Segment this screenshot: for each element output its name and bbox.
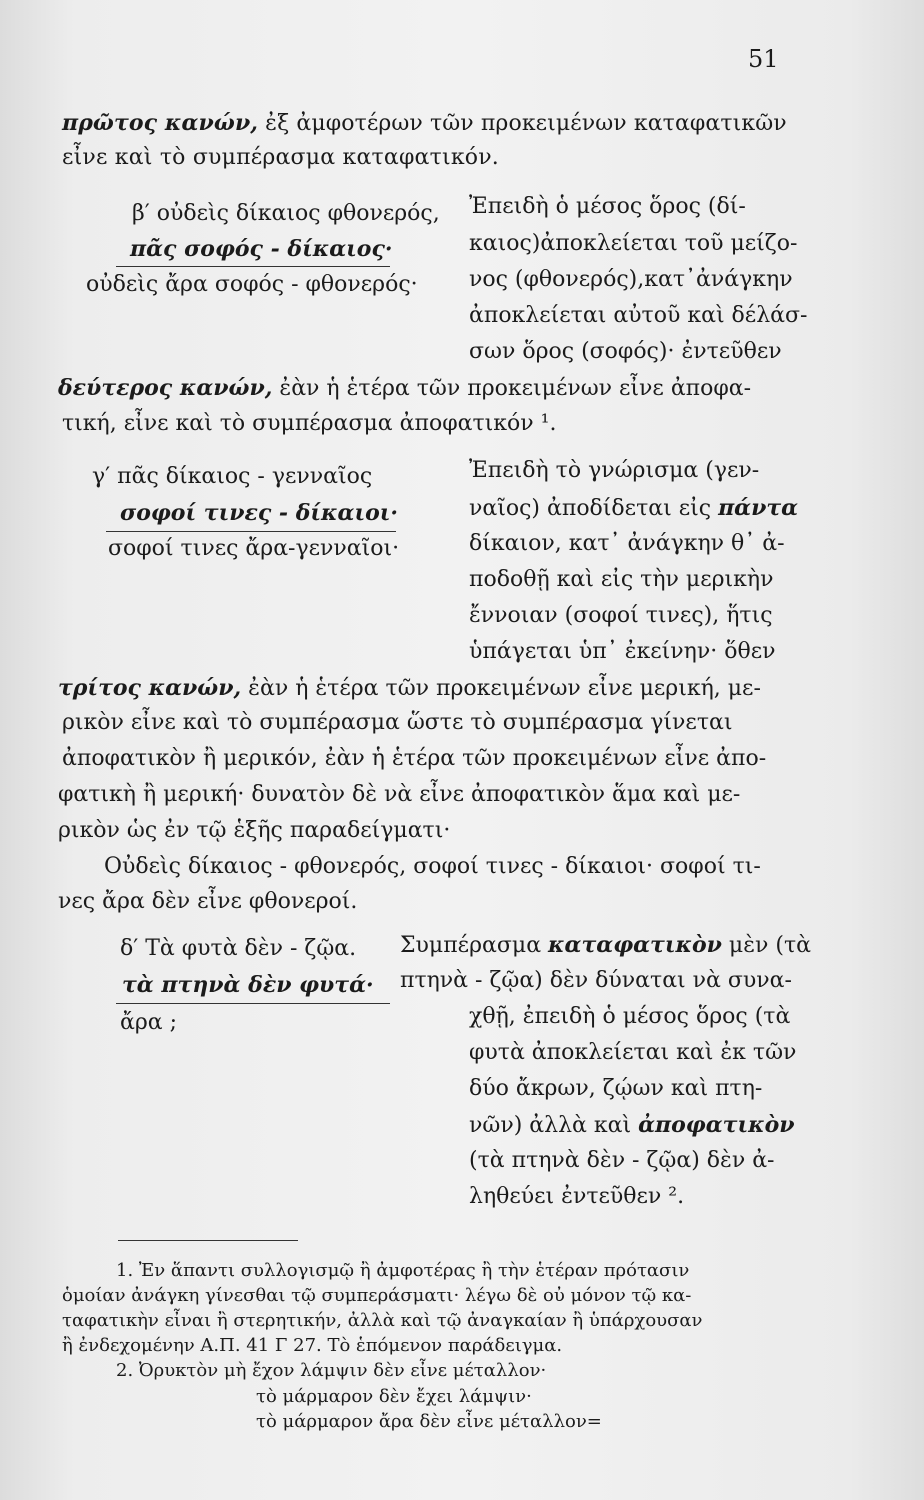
example-d-line-3: ἄρα ;	[120, 1010, 178, 1035]
explanation-g-line-4: ποδοθῇ καὶ εἰς τὴν μερικὴν	[469, 567, 774, 592]
example-g-line-1: γ′ πᾶς δίκαιος - γενναῖος	[92, 464, 373, 489]
bold-term: δεύτερος κανών,	[58, 375, 273, 401]
explanation-g-line-6: ὑπάγεται ὑπ᾽ ἐκείνην· ὅθεν	[469, 639, 776, 664]
example-g-line-2: σοφοί τινες - δίκαιοι·	[120, 500, 399, 526]
example-d-line-1: δ′ Τὰ φυτὰ δὲν - ζῷα.	[120, 936, 357, 961]
footnote-rule	[118, 1240, 298, 1241]
explanation-d-line-1: Συμπέρασμα καταφατικὸν μὲν (τὰ	[400, 932, 811, 958]
syllogism-rule-g	[106, 531, 396, 532]
explanation-g-line-2: ναῖος) ἀποδίδεται εἰς πάντα	[469, 495, 799, 521]
main-line-9: ρικὸν ὡς ἐν τῷ ἑξῆς παραδείγματι·	[58, 818, 451, 843]
main-line-6: ρικὸν εἶνε καὶ τὸ συμπέρασμα ὥστε τὸ συμπέρασμα γίνεται	[62, 710, 733, 735]
main-line-2: εἶνε καὶ τὸ συμπέρασμα καταφατικόν.	[62, 145, 499, 170]
main-line-11: νες ἄρα δὲν εἶνε φθονεροί.	[58, 889, 358, 914]
example-g-line-3: σοφοί τινες ἄρα-γενναῖοι·	[108, 536, 400, 561]
explanation-d-line-6: νῶν) ἀλλὰ καὶ ἀποφατικὸν	[469, 1112, 795, 1138]
bold-term: ἀποφατικὸν	[638, 1112, 795, 1138]
syllogism-rule-d	[116, 1003, 390, 1004]
explanation-b-line-2: καιος)ἀποκλείεται τοῦ μείζο-	[469, 231, 798, 256]
explanation-d-line-2: πτηνὰ - ζῷα) δὲν δύναται νὰ συνα-	[400, 968, 792, 993]
explanation-b-line-1: Ἐπειδὴ ὁ μέσος ὅρος (δί-	[469, 194, 746, 219]
main-line-1: πρῶτος κανών, ἐξ ἀμφοτέρων τῶν προκειμένων καταφατικῶν	[62, 110, 787, 136]
main-line-4: τική, εἶνε καὶ τὸ συμπέρασμα ἀποφατικόν ¹.	[62, 411, 557, 436]
explanation-g-line-1: Ἐπειδὴ τὸ γνώρισμα (γεν-	[469, 458, 760, 483]
syllogism-rule-b	[116, 266, 390, 267]
example-b-line-3: οὐδεὶς ἄρα σοφός - φθονερός·	[86, 272, 418, 297]
footnote-1-line-2: ὁμοίαν ἀνάγκη γίνεσθαι τῷ συμπεράσματι· λέγω δὲ οὐ μόνον τῷ κα-	[62, 1285, 692, 1306]
main-line-8: φατικὴ ἢ μερική· δυνατὸν δὲ νὰ εἶνε ἀποφατικὸν ἅμα καὶ με-	[58, 782, 741, 807]
main-line-3: δεύτερος κανών, ἐὰν ἡ ἑτέρα τῶν προκειμένων εἶνε ἀποφα-	[58, 375, 752, 401]
explanation-g-line-3: δίκαιον, κατ᾽ ἀνάγκην θ᾽ ἀ-	[469, 531, 785, 556]
bold-term: καταφατικὸν	[548, 932, 722, 958]
explanation-d-line-8: ληθεύει ἐντεῦθεν ².	[469, 1184, 685, 1209]
footnote-2-line-2: τὸ μάρμαρον δὲν ἔχει λάμψιν·	[256, 1386, 532, 1407]
explanation-d-line-3: χθῇ, ἐπειδὴ ὁ μέσος ὅρος (τὰ	[469, 1004, 791, 1029]
bold-term: πάντα	[718, 495, 799, 521]
explanation-d-line-5: δύο ἄκρων, ζῴων καὶ πτη-	[469, 1076, 763, 1101]
example-b-line-1: β′ οὐδεὶς δίκαιος φθονερός,	[132, 201, 440, 226]
example-b-line-2: πᾶς σοφός - δίκαιος·	[130, 236, 393, 262]
explanation-g-line-5: ἔννοιαν (σοφοί τινες), ἥτις	[469, 603, 773, 628]
footnote-1-line-4: ἢ ἐνδεχομένην Α.Π. 41 Γ 27. Τὸ ἑπόμενον παράδειγμα.	[62, 1335, 563, 1356]
footnote-2-line-3: τὸ μάρμαρον ἄρα δὲν εἶνε μέταλλον=	[256, 1411, 602, 1432]
explanation-b-line-5: σων ὅρος (σοφός)· ἐντεῦθεν	[469, 339, 782, 364]
explanation-b-line-3: νος (φθονερός),κατ᾽ἀνάγκην	[469, 267, 793, 292]
main-line-5: τρίτος κανών, ἐὰν ἡ ἑτέρα τῶν προκειμένων εἶνε μερική, με-	[58, 675, 761, 701]
explanation-b-line-4: ἀποκλείεται αὐτοῦ καὶ δέλάσ-	[469, 303, 808, 328]
example-d-line-2: τὰ πτηνὰ δὲν φυτά·	[122, 972, 374, 998]
bold-term: πρῶτος κανών,	[62, 110, 259, 136]
main-line-10: Οὐδεὶς δίκαιος - φθονερός, σοφοί τινες - δίκαιοι· σοφοί τι-	[104, 854, 761, 879]
footnote-2-line-1: 2. Ὀρυκτὸν μὴ ἔχον λάμψιν δὲν εἶνε μέταλλον·	[116, 1360, 547, 1381]
footnote-1-line-1: 1. Ἐν ἅπαντι συλλογισμῷ ἢ ἀμφοτέρας ἢ τὴν ἑτέραν πρότασιν	[116, 1260, 690, 1281]
page-number: 51	[748, 45, 779, 73]
explanation-d-line-4: φυτὰ ἀποκλείεται καὶ ἐκ τῶν	[469, 1040, 797, 1065]
main-line-7: ἀποφατικὸν ἢ μερικόν, ἐὰν ἡ ἑτέρα τῶν προκειμένων εἶνε ἀπο-	[62, 746, 767, 771]
footnote-1-line-3: ταφατικὴν εἶναι ἢ στερητικήν, ἀλλὰ καὶ τῷ ἀναγκαίαν ἢ ὑπάρχουσαν	[62, 1310, 703, 1331]
explanation-d-line-7: (τὰ πτηνὰ δὲν - ζῷα) δὲν ἀ-	[469, 1148, 775, 1173]
bold-term: τρίτος κανών,	[58, 675, 242, 701]
